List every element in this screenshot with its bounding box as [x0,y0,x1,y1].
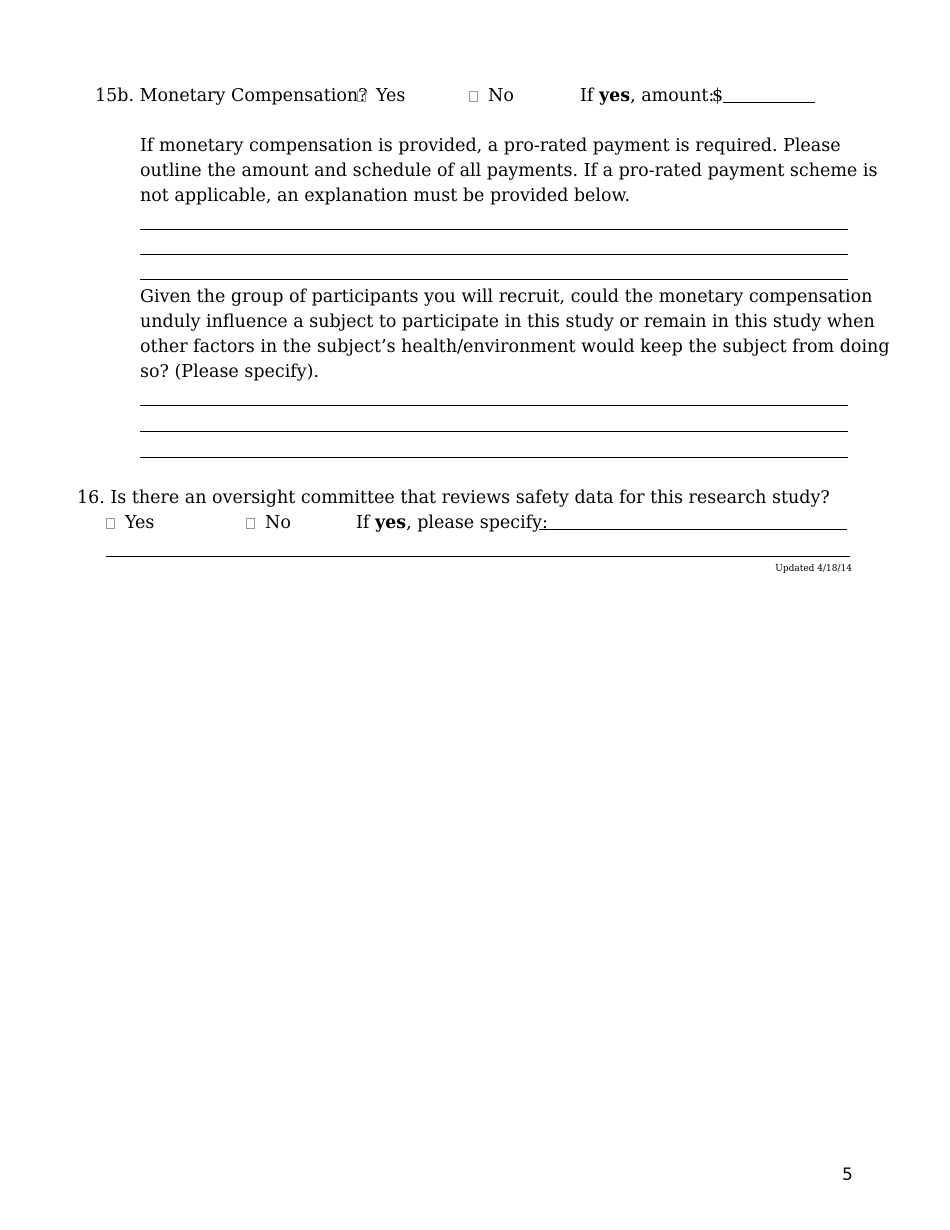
q16-yes-option[interactable] [106,511,154,536]
q16-question: 16. Is there an oversight committee that reviews safety data for this research study? [77,488,830,508]
q15b-amount-input[interactable] [723,85,815,103]
q15b-explanation-line: If monetary compensation is provided, a pro-rated payment is required. Please [140,136,841,156]
q15b-schedule-answer-line-2[interactable] [140,254,848,255]
q15b-influence-answer-line-3[interactable] [140,457,848,458]
q16-if-prefix: If [356,513,375,533]
q15b-schedule-answer-line-3[interactable] [140,279,848,280]
q15b-amount-field[interactable] [712,84,815,109]
q16-if-yes: yes [374,513,407,533]
q15b-if-suffix: , amount: [630,86,715,106]
q15b-no-option[interactable] [469,84,514,109]
q15b-if-prefix: If [580,86,599,106]
q15b-influence-line: Given the group of participants you will recruit, could the monetary compensation [140,287,873,307]
q15b-yes-option[interactable] [357,84,405,109]
q16-yes-label: Yes [125,513,155,533]
q16-if-suffix: , please specify: [406,513,548,533]
q15b-influence-line: so? (Please specify). [140,362,320,382]
q15b-if-yes: yes [598,86,631,106]
q16-no-option[interactable] [246,511,291,536]
q15b-label: 15b. Monetary Compensation? [95,86,368,106]
q16-specify-input[interactable] [539,512,847,530]
q15b-yes-checkbox[interactable] [357,91,366,102]
q16-no-label: No [265,513,291,533]
q16-specify-field[interactable] [539,511,847,536]
q16-answer-line[interactable] [106,556,850,557]
q15b-influence-line: other factors in the subject’s health/environment would keep the subject from doing [140,337,890,357]
q15b-schedule-answer-line-1[interactable] [140,229,848,230]
q15b-influence-question [140,285,890,385]
q15b-row [95,84,368,109]
q16-no-checkbox[interactable] [246,518,255,529]
q15b-no-label: No [488,86,514,106]
q16-specify-row [356,511,548,536]
q15b-explanation-line: outline the amount and schedule of all payments. If a pro-rated payment scheme is [140,161,878,181]
q15b-explanation [140,134,878,209]
q15b-influence-line: unduly influence a subject to participate in this study or remain in this study when [140,312,875,332]
q15b-amount-row [580,84,714,109]
q15b-explanation-line: not applicable, an explanation must be provided below. [140,186,631,206]
q15b-yes-label: Yes [376,86,406,106]
q16-yes-checkbox[interactable] [106,518,115,529]
q15b-no-checkbox[interactable] [469,91,478,102]
page-number: 5 [842,1165,853,1185]
updated-date: Updated 4/18/14 [775,564,852,574]
q15b-currency: $ [712,86,724,106]
q15b-influence-answer-line-2[interactable] [140,431,848,432]
q15b-influence-answer-line-1[interactable] [140,405,848,406]
